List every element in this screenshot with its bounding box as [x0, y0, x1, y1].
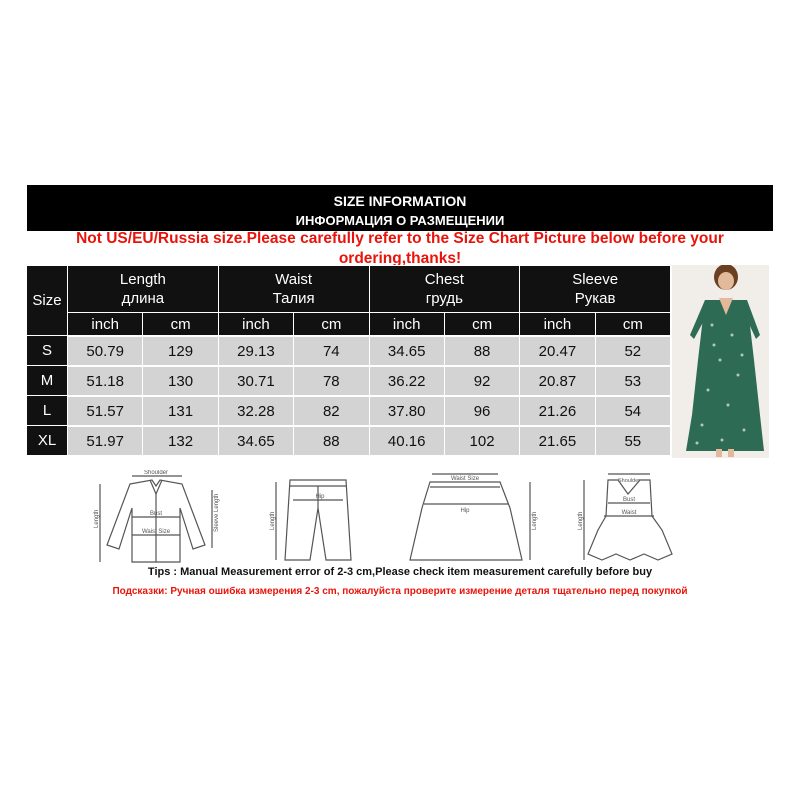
table-cell: 54 — [595, 395, 670, 425]
unit-header: inch — [218, 312, 293, 335]
chest-group-header — [369, 266, 520, 312]
sleeve-label-ru: Рукав — [574, 290, 616, 307]
table-cell: 52 — [595, 335, 670, 365]
table-cell: 130 — [142, 365, 217, 395]
table-cell: 53 — [595, 365, 670, 395]
table-cell: 36.22 — [369, 365, 444, 395]
dress-bust-label: Bust — [622, 497, 636, 503]
table-cell: 37.80 — [369, 395, 444, 425]
table-cell: 51.97 — [67, 425, 142, 455]
size-label: XL — [27, 425, 67, 455]
table-cell: 129 — [142, 335, 217, 365]
sleeve-group-header — [519, 266, 670, 312]
table-cell: 131 — [142, 395, 217, 425]
size-table — [27, 266, 670, 455]
tips-text-ru: Подсказки: Ручная ошибка измерения 2-3 cm, пожалуйста проверите измерение деталя тщательно перед покупкой — [112, 586, 688, 597]
unit-header: cm — [595, 312, 670, 335]
dress-photo — [672, 265, 769, 458]
size-column-header: Size — [27, 266, 67, 335]
pants-diagram-icon — [270, 480, 351, 560]
table-cell: 55 — [595, 425, 670, 455]
table-cell: 51.57 — [67, 395, 142, 425]
table-cell: 88 — [293, 425, 368, 455]
table-cell: 74 — [293, 335, 368, 365]
table-cell: 96 — [444, 395, 519, 425]
shirt-shoulder-label: Shoulder — [143, 470, 169, 476]
shirt-length-label: Length — [94, 509, 100, 528]
unit-header: inch — [519, 312, 594, 335]
table-cell: 32.28 — [218, 395, 293, 425]
table-cell: 21.26 — [519, 395, 594, 425]
waist-label-ru: Талия — [272, 290, 315, 307]
header-title-en: SIZE INFORMATION — [333, 193, 467, 209]
measurement-diagrams — [90, 470, 690, 570]
pants-length-label: Length — [270, 511, 276, 530]
size-label: M — [27, 365, 67, 395]
table-cell: 21.65 — [519, 425, 594, 455]
skirt-waist-label: Waist Size — [450, 476, 480, 482]
unit-header: cm — [444, 312, 519, 335]
table-cell: 34.65 — [369, 335, 444, 365]
header-title-ru: ИНФОРМАЦИЯ О РАЗМЕЩЕНИИ — [295, 213, 505, 228]
table-cell: 132 — [142, 425, 217, 455]
shirt-bust-label: Bust — [149, 511, 163, 517]
table-row — [27, 365, 670, 395]
unit-header: inch — [67, 312, 142, 335]
tips-text-en: Tips : Manual Measurement error of 2-3 cm,Please check item measurement carefully before buy — [147, 566, 653, 578]
dress-length-label: Length — [578, 511, 584, 530]
chest-label-ru: грудь — [425, 290, 463, 307]
skirt-diagram-icon — [410, 474, 538, 560]
waist-group-header — [218, 266, 369, 312]
table-cell: 92 — [444, 365, 519, 395]
size-label: S — [27, 335, 67, 365]
length-label-en: Length — [119, 271, 166, 288]
table-cell: 88 — [444, 335, 519, 365]
skirt-length-label: Length — [532, 511, 538, 530]
table-cell: 78 — [293, 365, 368, 395]
size-warning-text: Not US/EU/Russia size.Please carefully refer to the Size Chart Picture below before your ordering,thanks! — [76, 230, 724, 265]
size-info-header — [27, 185, 773, 231]
shirt-waist-label: Waist Size — [141, 529, 171, 535]
length-group-header — [67, 266, 218, 312]
table-cell: 82 — [293, 395, 368, 425]
shirt-sleeve-label: Sleeve Length — [214, 493, 220, 532]
dress-shoulder-label: Shoulder — [617, 478, 641, 484]
unit-header: cm — [142, 312, 217, 335]
length-label-ru: длина — [121, 290, 165, 307]
table-cell: 51.18 — [67, 365, 142, 395]
skirt-hip-label: Hip — [460, 508, 470, 514]
table-cell: 30.71 — [218, 365, 293, 395]
unit-header: inch — [369, 312, 444, 335]
table-cell: 20.47 — [519, 335, 594, 365]
waist-label-en: Waist — [275, 271, 313, 288]
shirt-diagram-icon — [94, 470, 220, 562]
pants-hip-label: Hip — [315, 494, 325, 500]
table-row — [27, 335, 670, 365]
dress-diagram-icon — [578, 474, 672, 560]
dress-waist-label: Waist — [621, 510, 637, 516]
table-cell: 34.65 — [218, 425, 293, 455]
unit-header: cm — [293, 312, 368, 335]
sleeve-label-en: Sleeve — [572, 271, 619, 288]
size-label: L — [27, 395, 67, 425]
table-cell: 29.13 — [218, 335, 293, 365]
table-row — [27, 425, 670, 455]
table-cell: 50.79 — [67, 335, 142, 365]
table-cell: 20.87 — [519, 365, 594, 395]
table-row — [27, 395, 670, 425]
table-cell: 102 — [444, 425, 519, 455]
chest-label-en: Chest — [424, 271, 464, 288]
table-cell: 40.16 — [369, 425, 444, 455]
